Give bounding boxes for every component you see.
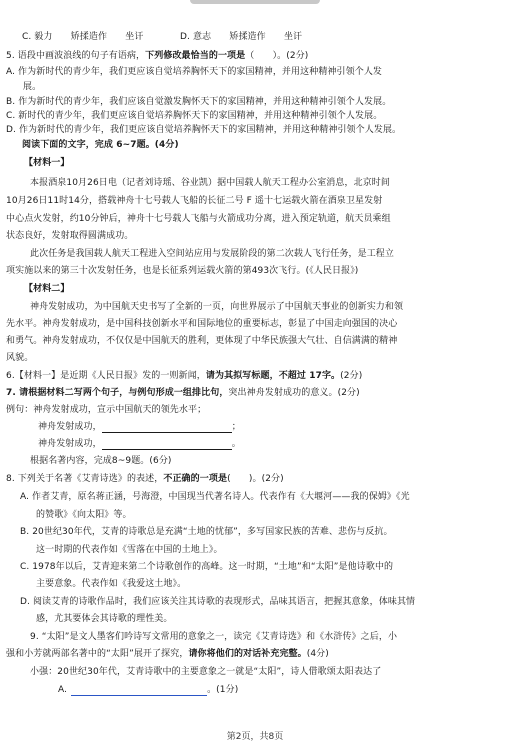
material-2-line2: 先水平。神舟发射成功，是中国科技创新水平和国际地位的重要标志，彰显了中国走向强国的决心	[6, 319, 398, 329]
q7-answer-blank-1[interactable]	[102, 422, 232, 433]
q9-answer-a-label: A.	[58, 685, 68, 695]
material-2-line3: 和勇气。神舟发射成功，不仅仅是中国航天的胜利，更体现了中华民族强大气壮、自信满满的精神	[6, 336, 398, 346]
q9-answer-a-end: 。(1分)	[207, 685, 239, 695]
q5-stem-text: 5. 语段中画波浪线的句子有语病，	[6, 51, 146, 61]
q5-stem-bold: 下列修改最恰当的一项是	[145, 51, 246, 61]
q9-answer-a-blank[interactable]	[71, 685, 207, 696]
q7-bold: 7. 请根据材料二写两个句子，与例句形成一组排比句，	[6, 388, 229, 398]
q5-option-c: C. 新时代的青少年，我们更应该自觉培养胸怀天下的家国精神，并用这种精神引领个人发展。	[6, 111, 383, 121]
q9-line2-bold: 请你将他们的对话补充完整。	[188, 649, 307, 659]
q8-q9-intro: 根据名著内容，完成8~9题。(6分)	[30, 456, 172, 466]
material-2-line1: 神舟发射成功，为中国航天史书写了全新的一页，向世界展示了中国航天事业的创新实力和领	[30, 302, 404, 312]
q5-stem-tail: （ ）。(2分)	[245, 51, 309, 61]
reading-instruction: 阅读下面的文字，完成 6~7题。(4分)	[22, 140, 179, 150]
material-1-line3: 中心点火发射，约10分钟后，神舟十七号载人飞船与火箭成功分离，进入预定轨道，航天员乘组	[6, 214, 391, 224]
q7-example: 例句：神舟发射成功，宣示中国航天的领先水平；	[6, 405, 207, 415]
q8-stem-text: 8. 下列关于名著《艾青诗选》的表述，	[6, 474, 164, 484]
q9-line2-score: (4分)	[306, 649, 329, 659]
question-9-line3: 小强：20世纪30年代，艾青诗歌中的主要意象之一就是“太阳”，诗人借歌颂太阳表达了	[30, 667, 382, 677]
question-9-line2	[6, 648, 329, 660]
page-footer: 第2页，共8页	[226, 732, 284, 742]
q9-line2-text: 强和小芳就两部名著中的“太阳”展开了探究，	[6, 649, 189, 659]
q8-option-d-line2: 感，尤其要体会其诗歌的理性美。	[36, 614, 173, 624]
material-1-line1: 本报酒泉10月26日电（记者刘诗瑶、谷业凯）据中国载人航天工程办公室消息，北京时间	[30, 178, 391, 188]
q8-option-a-line2: 的赞歌》《向太阳》等。	[36, 510, 132, 520]
material-2-tag: 【材料二】	[24, 284, 70, 294]
q7-line2-end: 。	[231, 439, 241, 449]
q7-line2-label: 神舟发射成功，	[38, 439, 102, 449]
q7-line1-end: ；	[231, 422, 241, 432]
q7-answer-line-1	[38, 421, 241, 433]
material-2-line4: 风貌。	[6, 353, 34, 363]
q7-answer-line-2	[38, 438, 241, 450]
q5-option-d: D. 作为新时代的青少年，我们更应该自觉培养胸怀天下的家国精神，并用这种精神引领个人发展。	[6, 125, 402, 135]
q8-option-d-line1: D. 阅读艾青的诗歌作品时，我们应该关注其诗歌的表现形式，品味其语言，把握其意象，体味其情	[20, 597, 416, 607]
material-1-tag: 【材料一】	[24, 158, 70, 168]
material-1-line5: 此次任务是我国载人航天工程进入空间站应用与发展阶段的第二次载人飞行任务，是工程立	[30, 249, 395, 259]
q8-option-c-line2: 主要意象。代表作如《我爱这土地》。	[36, 579, 187, 589]
q8-stem-tail: ( )。(2分)	[227, 474, 284, 484]
previous-page-edge	[190, 0, 320, 4]
q9-answer-a	[58, 684, 238, 696]
question-5-stem	[6, 50, 308, 62]
material-1-line6: 项实施以来的第三十次发射任务，也是长征系列运载火箭的第493次飞行。(《人民日报》)	[6, 266, 359, 276]
q8-option-b-line1: B. 20世纪30年代，艾青的诗歌总是充满“土地的忧郁”，多写国家民族的苦难、悲伤与反抗。	[20, 527, 393, 537]
option-d-prev: D. 意志 矫揉造作 坐讦	[180, 32, 303, 42]
q7-line1-label: 神舟发射成功，	[38, 422, 102, 432]
q6-bold: 请为其拟写标题，不超过 17字。	[205, 371, 341, 381]
material-1-line4: 状态良好，发射取得圆满成功。	[6, 231, 134, 241]
question-6	[6, 370, 362, 382]
q8-option-c-line1: C. 1978年以后，艾青迎来第二个诗歌创作的高峰。这一时期，“土地”和“太阳”是他诗歌中的	[20, 562, 394, 572]
question-9-line1: 9. “太阳”是文人墨客们吟诗写文常用的意象之一，读完《艾青诗选》和《水浒传》之后，小	[30, 632, 398, 642]
question-7	[6, 387, 360, 399]
q7-text: 突出神舟发射成功的意义。(2分)	[228, 388, 360, 398]
question-8-stem	[6, 473, 284, 485]
q5-option-b: B. 作为新时代的青少年，我们应该自觉激发胸怀天下的家国精神，并用这种精神引领个人发展。	[6, 97, 392, 107]
q7-answer-blank-2[interactable]	[102, 439, 232, 450]
q6-text: 6.【材料一】是近期《人民日报》发的一则新闻，	[6, 371, 206, 381]
q8-stem-bold: 不正确的一项是	[163, 474, 228, 484]
material-1-line2: 10月26日11时14分，搭载神舟十七号载人飞船的长征二号 F 遥十七运载火箭在酒泉卫星发射	[6, 196, 383, 206]
q8-option-b-line2: 这一时期的代表作如《雪落在中国的土地上》。	[36, 545, 223, 555]
q6-score: (2分)	[340, 371, 363, 381]
q8-option-a-line1: A. 作者艾青，原名蒋正涵，号海澄，中国现当代著名诗人。代表作有《大堰河——我的保姆》《光	[20, 492, 410, 502]
q5-option-a-line1: A. 作为新时代的青少年，我们更应该自觉培养胸怀天下的家国精神，并用这种精神引领个人发	[6, 67, 383, 77]
option-c-prev: C. 毅力 矫揉造作 坐讦	[22, 32, 144, 42]
q5-option-a-line2: 展。	[23, 82, 42, 92]
